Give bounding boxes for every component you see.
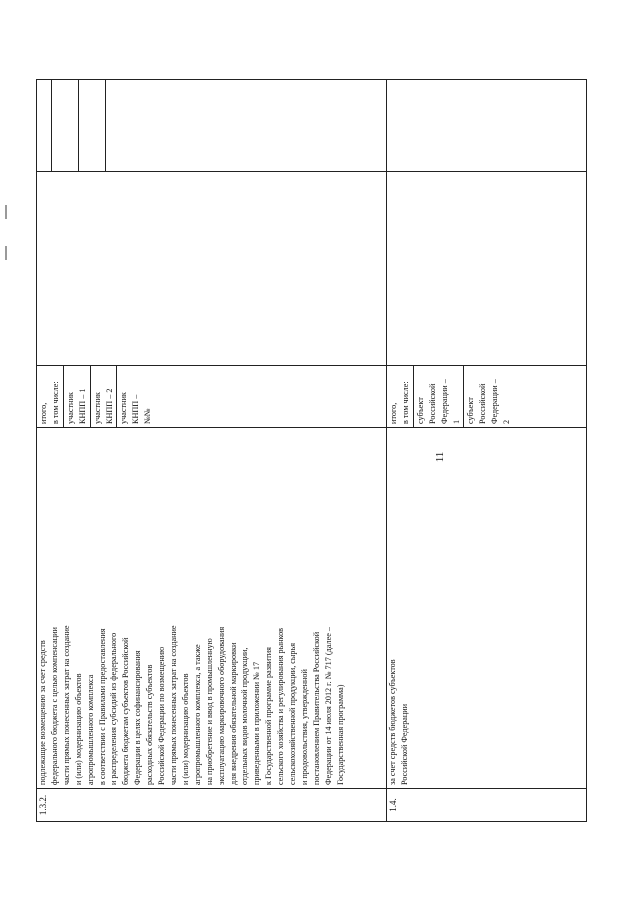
right-subrow: [106, 80, 144, 171]
row-description: подлежащие возмещению за счет средств федерального бюджета с целью компенсации части прямых понесенных затрат на создание и (или) модернизацию объектов агропромышленного комплекса в соответствии с Правилами предоставления и распределения субсидий из федерального бюджета бюджетам субъектов Российской Федерации в целях софинансирования расходных обязательств субъектов Российской Федерации по возмещению части прямых понесенных затрат на создание и (или) модернизацию объектов агропромышленного комплекса, а также на приобретение и ввод в промышленную эксплуатацию маркировочного оборудования для внедрения обязательной маркировки отдельных видов молочной продукции, приведенными в приложении № 17 к Государственной программе развития сельского хозяйства и регулирования рынков сельскохозяйственной продукции, сырья и продовольствия, утвержденной постановлением Правительства Российской Федерации от 14 июля 2012 г. № 717 (далее – Государственная программа): [38, 625, 345, 785]
right-subrow: [52, 80, 79, 171]
table-row-1-4: [387, 80, 587, 822]
subrow-region-1: субъект Российской Федерации – 1: [414, 366, 465, 427]
subrow-total: итого, в том числе:: [37, 366, 64, 427]
row-description: за счет средств бюджетов субъектов Российской Федерации: [388, 659, 409, 785]
empty-cell: [37, 172, 387, 366]
empty-cell: [387, 80, 587, 172]
row-number-cell: 1.3.2.: [37, 789, 387, 822]
region-subrows-cell: [387, 366, 587, 428]
row-description-cell: [37, 428, 387, 789]
page-number: 11: [434, 451, 446, 463]
scan-mark-top: [5, 205, 7, 219]
subrow-total: итого, в том числе:: [387, 366, 414, 427]
rotated-table-container: [36, 80, 586, 822]
subrow-region-2: субъект Российской Федерации – 2: [466, 379, 512, 424]
empty-cell: [387, 172, 587, 366]
row-number-cell: 1.4.: [387, 789, 587, 822]
subrow-participant-n: участник КНПП – №№: [119, 392, 153, 424]
budget-table: [36, 79, 587, 822]
participant-subrows-cell: [37, 366, 387, 428]
row-description-cell: [387, 428, 587, 789]
scan-mark-bottom: [5, 246, 7, 260]
right-subrow: [37, 80, 52, 171]
table-row-1-3-2: [37, 80, 387, 822]
right-subrows-cell: [37, 80, 387, 172]
right-subrow: [79, 80, 106, 171]
subrow-participant-2: участник КНПП – 2: [91, 366, 118, 427]
subrow-participant-1: участник КНПП – 1: [64, 366, 91, 427]
